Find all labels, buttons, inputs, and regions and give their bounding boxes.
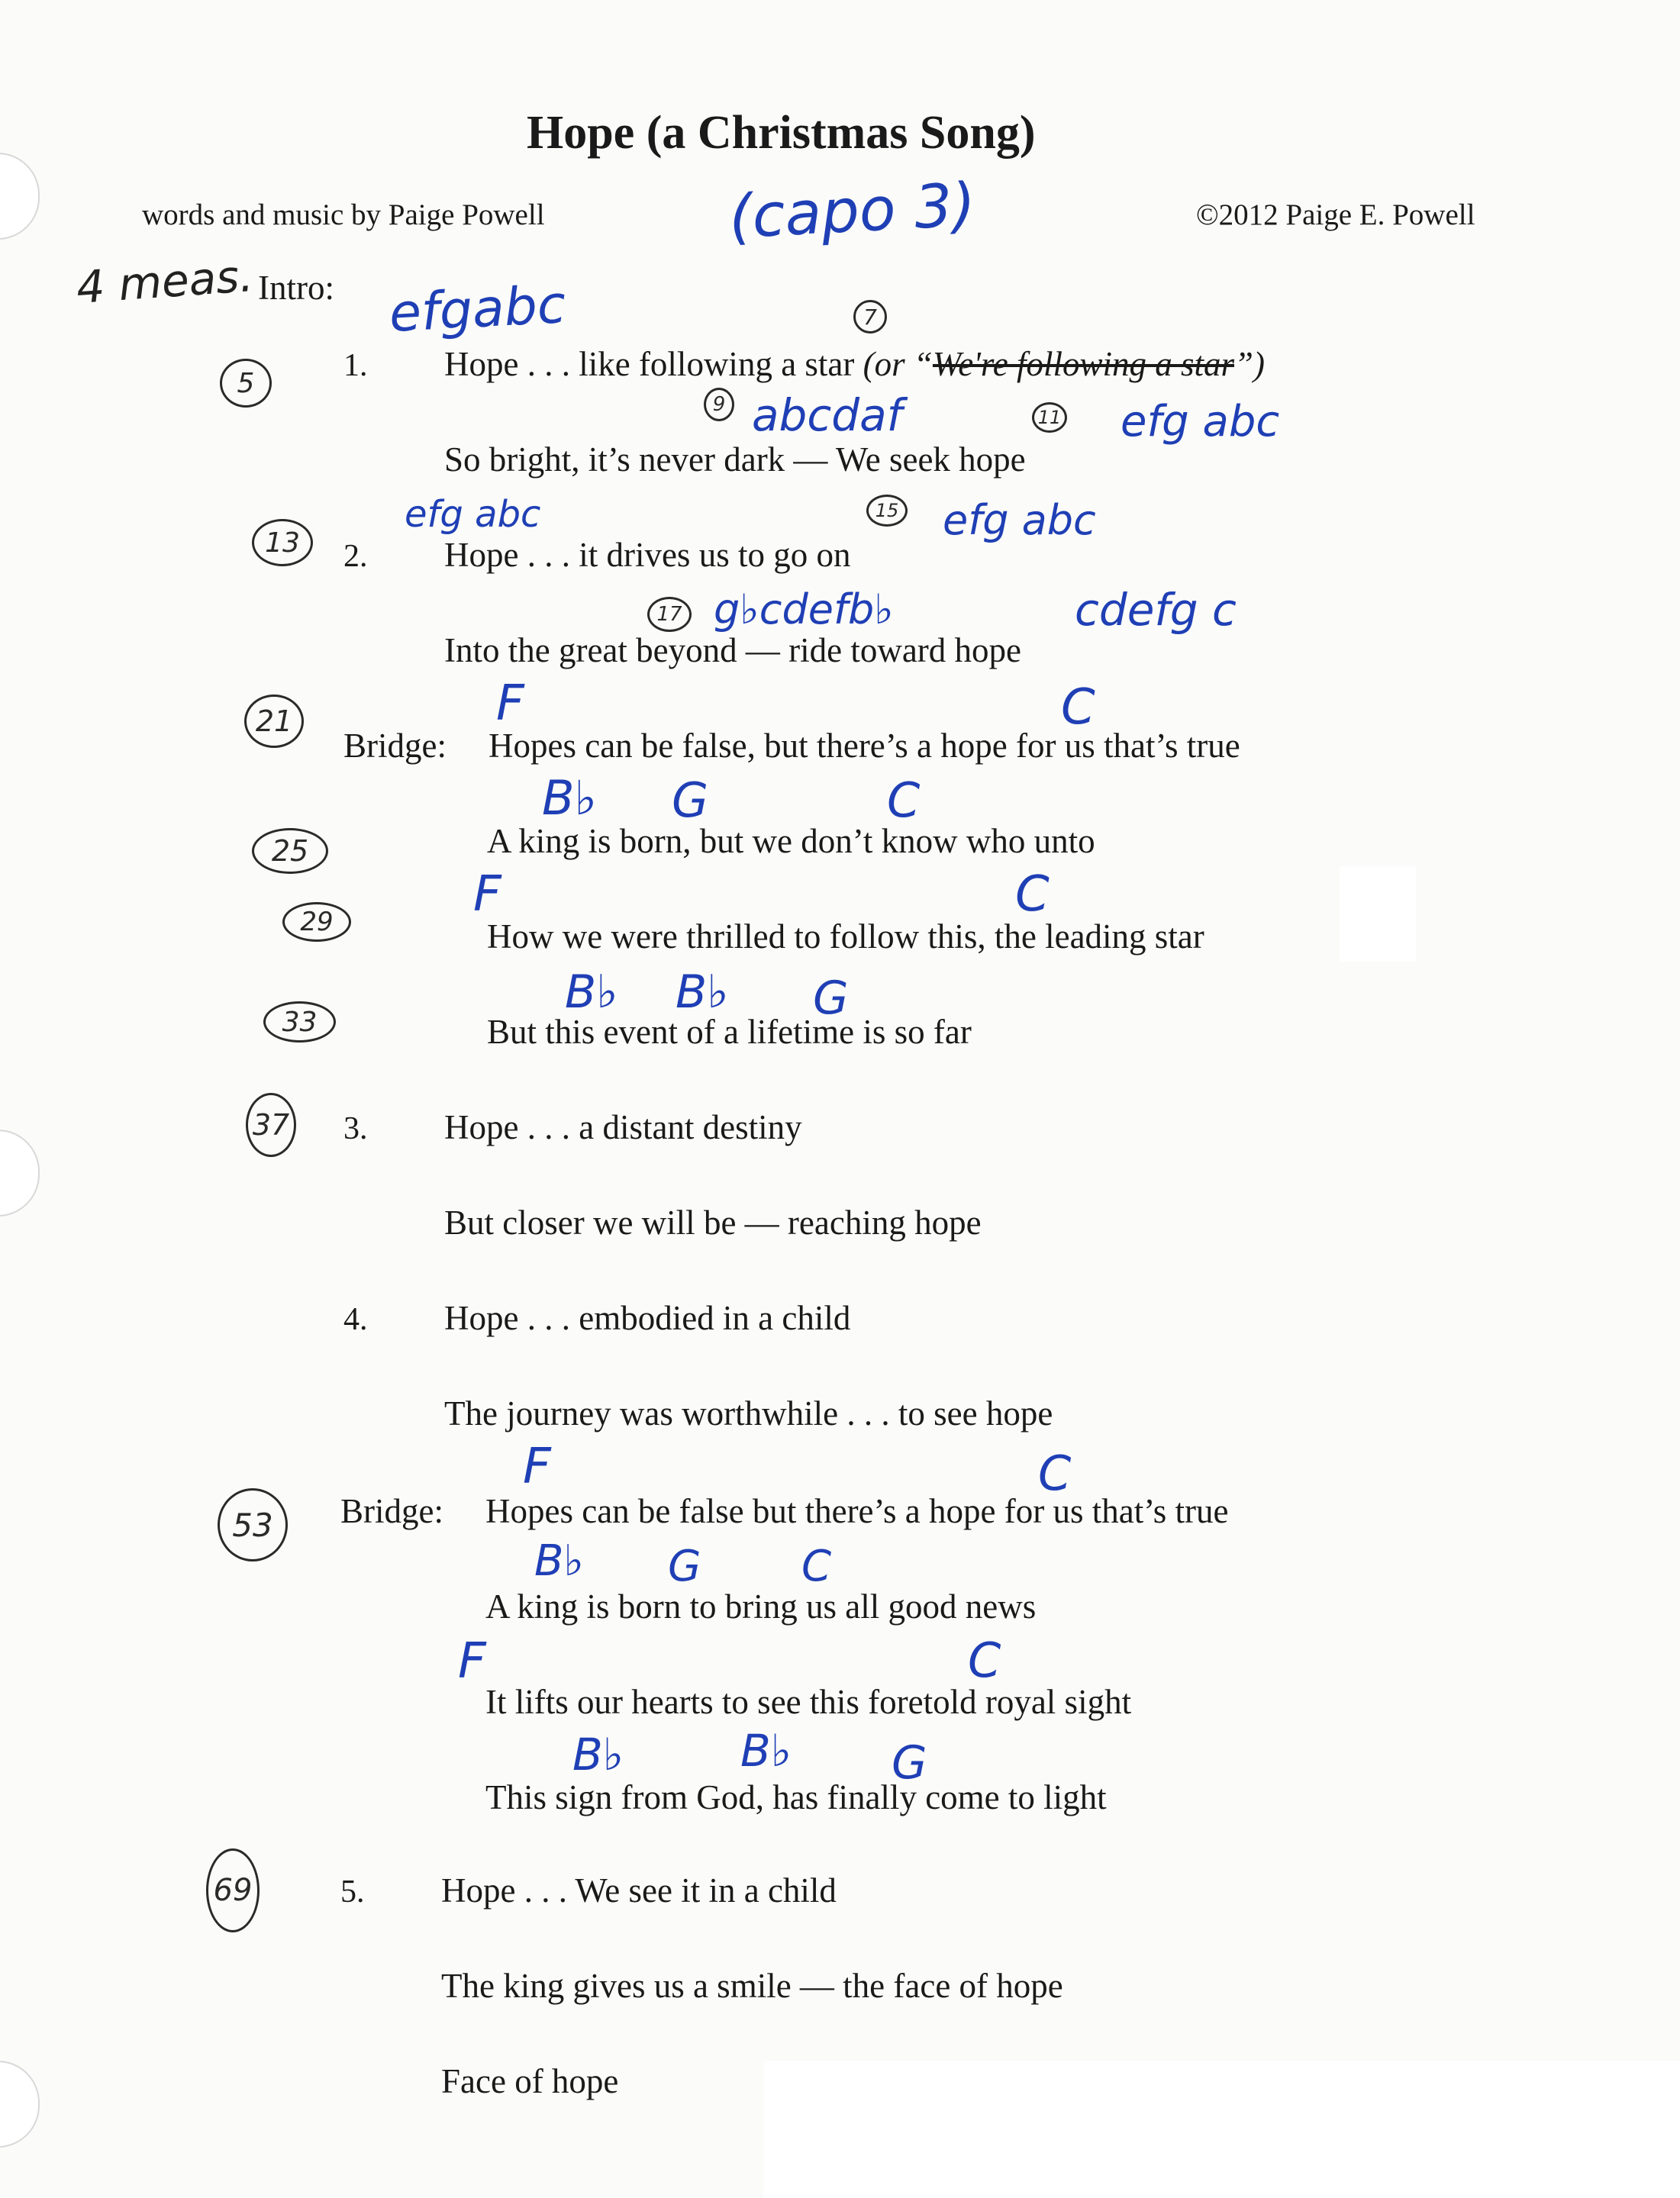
note-run: efg abc xyxy=(405,493,541,536)
chord: C xyxy=(1038,1445,1072,1501)
chord: C xyxy=(801,1542,832,1591)
verse3-line1: Hope . . . a distant destiny xyxy=(444,1108,802,1146)
copyright: ©2012 Paige E. Powell xyxy=(1196,198,1475,231)
chord: C xyxy=(968,1632,1001,1688)
chord: F xyxy=(523,1439,551,1495)
measure-marker: 9 xyxy=(704,388,734,421)
chord: F xyxy=(496,675,524,732)
bridge1-line4: But this event of a lifetime is so far xyxy=(487,1013,972,1051)
chord: B♭ xyxy=(565,965,618,1019)
verse2-line1: Hope . . . it drives us to go on xyxy=(444,536,851,574)
note-run: efg abc xyxy=(1121,397,1280,446)
note-run: efg abc xyxy=(943,496,1096,544)
verse-number: 5. xyxy=(340,1874,365,1910)
intro-measure-note: 4 meas. xyxy=(74,250,255,314)
note-run: cdefg c xyxy=(1075,584,1237,636)
song-title: Hope (a Christmas Song) xyxy=(527,107,1036,159)
capo-note: (capo 3) xyxy=(727,170,978,253)
verse4-line1: Hope . . . embodied in a child xyxy=(444,1299,851,1337)
intro-label: Intro: xyxy=(258,269,334,307)
measure-marker: 15 xyxy=(866,495,908,527)
verse3-line2: But closer we will be — reaching hope xyxy=(444,1204,982,1242)
measure-marker: 11 xyxy=(1032,402,1067,433)
bridge2-line2: A king is born to bring us all good news xyxy=(485,1587,1037,1626)
verse4-line2: The journey was worthwhile . . . to see hope xyxy=(444,1394,1053,1433)
binder-hole xyxy=(0,2061,40,2148)
verse1-line1 xyxy=(444,347,1265,382)
measure-marker: 7 xyxy=(853,300,887,334)
measure-marker: 53 xyxy=(218,1488,288,1561)
measure-marker: 13 xyxy=(252,519,313,566)
bridge1-line2: A king is born, but we don’t know who unto xyxy=(487,822,1095,860)
chord: C xyxy=(1061,679,1095,736)
measure-marker: 29 xyxy=(282,902,351,942)
chord: C xyxy=(1015,866,1050,923)
verse5-line1: Hope . . . We see it in a child xyxy=(441,1871,837,1910)
chord: C xyxy=(887,772,921,828)
intro-notes: efgabc xyxy=(388,275,568,344)
note-run: g♭cdefb♭ xyxy=(714,585,894,633)
measure-marker: 33 xyxy=(263,1001,336,1043)
chord: B♭ xyxy=(572,1729,624,1781)
measure-marker: 37 xyxy=(246,1093,296,1157)
chord: B♭ xyxy=(534,1536,584,1586)
bridge2-line1: Hopes can be false but there’s a hope for us that’s true xyxy=(485,1492,1229,1530)
alt-lyric-open: (or “ xyxy=(863,345,933,383)
verse1-line2: So bright, it’s never dark — We seek hope xyxy=(444,440,1026,479)
note-run: abcdaf xyxy=(752,389,903,441)
verse-number: 4. xyxy=(343,1302,368,1337)
chord: G xyxy=(813,972,849,1025)
chord: G xyxy=(668,1542,701,1591)
bridge-label: Bridge: xyxy=(343,727,447,765)
correction-patch xyxy=(1340,866,1416,962)
verse-number: 3. xyxy=(343,1111,368,1146)
measure-marker: 17 xyxy=(647,597,692,632)
bridge2-line4: This sign from God, has finally come to light xyxy=(485,1778,1107,1816)
measure-marker: 25 xyxy=(252,828,328,874)
verse1-line1-text: Hope . . . like following a star xyxy=(444,345,863,383)
paper-scan-patch xyxy=(763,2061,1680,2198)
binder-hole xyxy=(0,153,40,240)
chord: F xyxy=(473,866,501,923)
chord: F xyxy=(458,1633,486,1690)
verse2-line2: Into the great beyond — ride toward hope xyxy=(444,631,1022,669)
bridge1-line3: How we were thrilled to follow this, the leading star xyxy=(487,917,1204,956)
alt-lyric-struck: We're following a star xyxy=(932,345,1234,383)
verse5-line3: Face of hope xyxy=(441,2062,619,2100)
chord: B♭ xyxy=(676,965,729,1019)
chord: B♭ xyxy=(542,770,597,826)
measure-marker: 5 xyxy=(220,359,272,408)
measure-marker: 69 xyxy=(206,1848,260,1932)
bridge-label: Bridge: xyxy=(340,1492,443,1530)
credit-words-music: words and music by Paige Powell xyxy=(142,198,545,231)
alt-lyric-close: ”) xyxy=(1234,345,1266,383)
bridge2-line3: It lifts our hearts to see this foretold royal sight xyxy=(485,1683,1132,1721)
measure-marker: 21 xyxy=(244,695,304,748)
verse-number: 1. xyxy=(343,348,368,383)
bridge1-line1: Hopes can be false, but there’s a hope for us that’s true xyxy=(489,727,1240,765)
chord: B♭ xyxy=(740,1725,792,1777)
binder-hole xyxy=(0,1130,40,1217)
chord: G xyxy=(672,772,709,828)
verse5-line2: The king gives us a smile — the face of hope xyxy=(441,1967,1063,2005)
chord: G xyxy=(892,1736,927,1790)
verse-number: 2. xyxy=(343,539,368,574)
